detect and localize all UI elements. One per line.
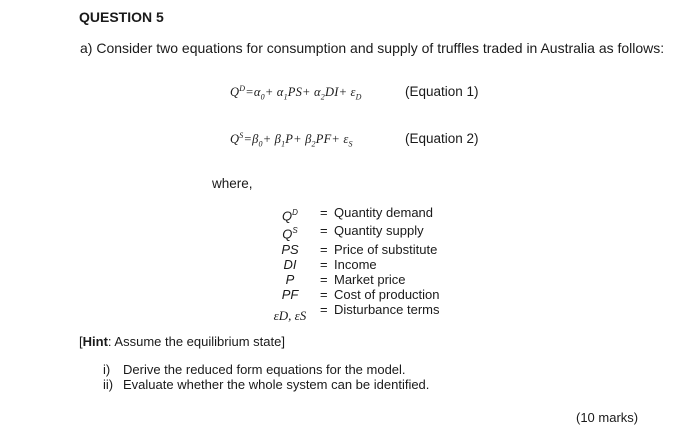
definition-equals: =: [320, 256, 328, 272]
hint-text: [Hint: Assume the equilibrium state]: [79, 334, 285, 349]
question-title: QUESTION 5: [79, 9, 164, 25]
definition-symbol: PF: [281, 286, 299, 302]
definition-equals: =: [320, 271, 328, 287]
definition-meaning: Price of substitute: [334, 241, 438, 257]
definition-meaning: Income: [334, 256, 377, 272]
definition-row: [260, 272, 440, 287]
where-label: where,: [212, 176, 253, 191]
definition-meaning: Disturbance terms: [334, 301, 440, 317]
definition-equals: =: [320, 241, 328, 257]
definition-symbol: $Q^S$: [282, 226, 298, 242]
definitions-table: [260, 205, 440, 323]
subquestion-number: ii): [103, 377, 114, 392]
hint-label: Hint: [82, 334, 108, 349]
definition-row: [260, 223, 440, 241]
equation-2: $Q^S=\beta_0+ \beta_1P+ \beta_2PF+ \varepsilon_S$: [230, 131, 353, 149]
definition-meaning: Quantity supply: [334, 223, 424, 239]
definition-equals: =: [320, 223, 328, 239]
definition-symbol: PS: [281, 241, 299, 257]
list-item: [103, 377, 429, 392]
definition-symbol: P: [285, 271, 295, 287]
definition-equals: =: [320, 301, 328, 317]
definition-meaning: Cost of production: [334, 286, 440, 302]
definition-symbol: $Q^D$: [282, 208, 298, 224]
definition-row: [260, 302, 440, 323]
definition-equals: =: [320, 286, 328, 302]
subquestion-text: Evaluate whether the whole system can be identified.: [123, 377, 430, 392]
definition-row: [260, 257, 440, 272]
definition-meaning: Market price: [334, 271, 406, 287]
marks-label: (10 marks): [576, 410, 639, 425]
definition-row: [260, 205, 440, 223]
definition-symbol: DI: [283, 256, 297, 272]
part-a-text: a) Consider two equations for consumption and supply of truffles traded in Australia as follows:: [80, 40, 665, 56]
definition-equals: =: [320, 205, 328, 220]
definition-row: [260, 287, 440, 302]
subquestion-text: Derive the reduced form equations for the model.: [123, 362, 406, 377]
definition-row: [260, 242, 440, 257]
equation-2-label: (Equation 2): [405, 131, 479, 146]
definition-symbol: εD, εS: [273, 307, 307, 323]
equation-1: $Q^D=\alpha_0+ \alpha_1PS+ \alpha_2DI+ \varepsilon_D$: [230, 84, 362, 102]
definition-meaning: Quantity demand: [334, 205, 434, 220]
subquestion-number: i): [103, 362, 111, 377]
subquestion-list: [103, 362, 429, 392]
list-item: [103, 362, 429, 377]
equation-1-label: (Equation 1): [405, 84, 479, 99]
